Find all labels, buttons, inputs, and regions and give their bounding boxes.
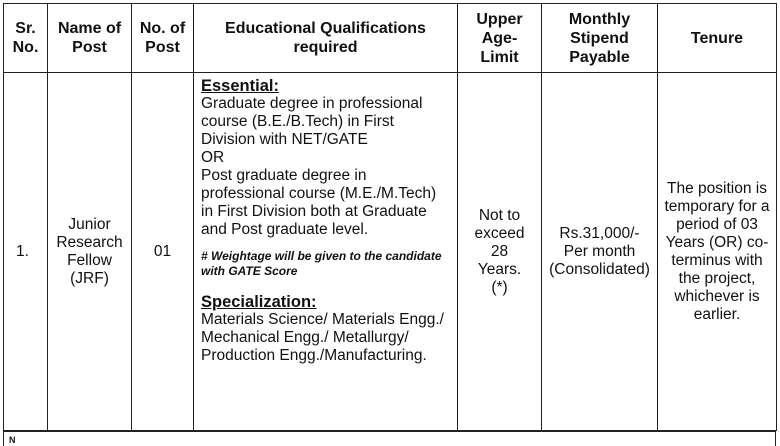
essential-heading: Essential:: [201, 77, 279, 95]
header-row: [4, 4, 777, 73]
essential-line: Division with NET/GATE: [201, 131, 368, 148]
header-name-of-post: Name of Post: [48, 4, 132, 73]
essential-line: Graduate degree in professional: [201, 95, 423, 112]
essential-line: OR: [201, 149, 225, 166]
header-tenure: Tenure: [658, 4, 777, 73]
table-row: [4, 73, 777, 431]
stipend-type: (Consolidated): [549, 260, 650, 278]
cell-no-of-post: 01: [132, 73, 194, 431]
specialization-text: Materials Science/ Materials Engg./ Mechanical Engg./ Metallurgy/ Production Engg./Manufacturing.: [201, 311, 444, 364]
note-label: N: [9, 435, 16, 445]
stipend-period: Per month: [563, 242, 636, 260]
cell-tenure: The position is temporary for a period of 03 Years (OR) co-terminus with the project, whichever is earlier.: [658, 73, 777, 431]
recruitment-table: [3, 3, 777, 431]
header-qualifications: Educational Qualifications required: [194, 4, 458, 73]
specialization-heading: Specialization:: [201, 293, 317, 311]
essential-line: and Post graduate level.: [201, 221, 369, 238]
essential-line: professional course (M.E./M.Tech): [201, 185, 437, 202]
essential-line: Post graduate degree in: [201, 167, 367, 184]
header-sr-no: Sr. No.: [4, 4, 48, 73]
stipend-amount: Rs.31,000/-: [559, 224, 640, 242]
weightage-note: # Weightage will be given to the candidate with GATE Score: [201, 249, 442, 278]
cell-qualifications: [194, 73, 458, 431]
header-stipend: Monthly Stipend Payable: [542, 4, 658, 73]
note-row: [3, 431, 776, 446]
header-upper-age: Upper Age-Limit: [458, 4, 542, 73]
cell-upper-age: Not to exceed 28 Years. (*): [458, 73, 542, 431]
cell-sr-no: 1.: [4, 73, 48, 431]
header-no-of-post: No. of Post: [132, 4, 194, 73]
essential-line: course (B.E./B.Tech) in First: [201, 113, 394, 130]
cell-stipend: [542, 73, 658, 431]
essential-line: in First Division both at Graduate: [201, 203, 427, 220]
cell-name-of-post: Junior Research Fellow (JRF): [48, 73, 132, 431]
